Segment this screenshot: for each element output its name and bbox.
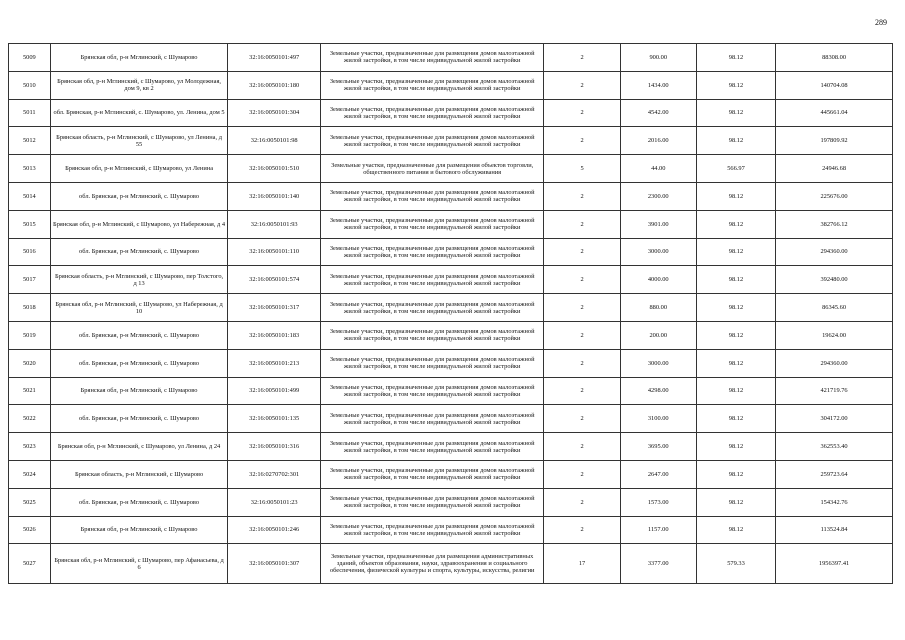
land-use-cell: Земельные участки, предназначенные для размещения домов малоэтажной жилой застройки, в том числе индивидуальной жилой застройки — [320, 433, 544, 461]
cadastral-value-cell: 445661.04 — [776, 99, 893, 127]
use-class-cell: 2 — [544, 182, 620, 210]
row-number-cell: 5013 — [9, 155, 51, 183]
area-cell: 3901.00 — [620, 210, 696, 238]
row-number-cell: 5027 — [9, 544, 51, 584]
area-cell: 4000.00 — [620, 266, 696, 294]
area-cell: 4298.00 — [620, 377, 696, 405]
area-cell: 3000.00 — [620, 349, 696, 377]
specific-value-cell: 98.12 — [696, 71, 775, 99]
row-number-cell: 5017 — [9, 266, 51, 294]
address-cell: обл. Брянская, р-н Мглинский, с. Шумарово — [50, 238, 228, 266]
row-number-cell: 5022 — [9, 405, 51, 433]
cadastral-number-cell: 32:16:0050101:316 — [228, 433, 320, 461]
row-number-cell: 5018 — [9, 294, 51, 322]
use-class-cell: 2 — [544, 321, 620, 349]
specific-value-cell: 98.12 — [696, 44, 775, 72]
use-class-cell: 2 — [544, 488, 620, 516]
address-cell: Брянская обл, р-н Мглинский, с Шумарово, ул Набережная, д 4 — [50, 210, 228, 238]
cadastral-number-cell: 32:16:0050101:497 — [228, 44, 320, 72]
specific-value-cell: 98.12 — [696, 294, 775, 322]
cadastral-number-cell: 32:16:0050101:213 — [228, 349, 320, 377]
use-class-cell: 2 — [544, 99, 620, 127]
cadastral-number-cell: 32:16:0050101:98 — [228, 127, 320, 155]
cadastral-value-cell: 392480.00 — [776, 266, 893, 294]
area-cell: 880.00 — [620, 294, 696, 322]
cadastral-value-cell: 1956397.41 — [776, 544, 893, 584]
table-row — [9, 544, 893, 584]
use-class-cell: 2 — [544, 71, 620, 99]
specific-value-cell: 98.12 — [696, 210, 775, 238]
land-use-cell: Земельные участки, предназначенные для размещения домов малоэтажной жилой застройки, в том числе индивидуальной жилой застройки — [320, 460, 544, 488]
row-number-cell: 5020 — [9, 349, 51, 377]
land-use-cell: Земельные участки, предназначенные для размещения домов малоэтажной жилой застройки, в том числе индивидуальной жилой застройки — [320, 182, 544, 210]
table-row — [9, 405, 893, 433]
table-row — [9, 516, 893, 544]
cadastral-value-cell: 225676.00 — [776, 182, 893, 210]
cadastral-value-cell: 259723.64 — [776, 460, 893, 488]
row-number-cell: 5019 — [9, 321, 51, 349]
area-cell: 1434.00 — [620, 71, 696, 99]
cadastral-value-cell: 19624.00 — [776, 321, 893, 349]
cadastral-number-cell: 32:16:0050101:499 — [228, 377, 320, 405]
cadastral-number-cell: 32:16:0050101:304 — [228, 99, 320, 127]
cadastral-number-cell: 32:16:0050101:246 — [228, 516, 320, 544]
area-cell: 3695.00 — [620, 433, 696, 461]
use-class-cell: 2 — [544, 294, 620, 322]
table-row — [9, 99, 893, 127]
specific-value-cell: 98.12 — [696, 405, 775, 433]
address-cell: Брянская обл, р-н Мглинский, с Шумарово, ул Ленина — [50, 155, 228, 183]
area-cell: 1573.00 — [620, 488, 696, 516]
land-use-cell: Земельные участки, предназначенные для размещения домов малоэтажной жилой застройки, в том числе индивидуальной жилой застройки — [320, 210, 544, 238]
table-row — [9, 155, 893, 183]
cadastral-number-cell: 32:16:0050101:180 — [228, 71, 320, 99]
row-number-cell: 5023 — [9, 433, 51, 461]
row-number-cell: 5016 — [9, 238, 51, 266]
table-row — [9, 71, 893, 99]
land-use-cell: Земельные участки, предназначенные для размещения домов малоэтажной жилой застройки, в том числе индивидуальной жилой застройки — [320, 377, 544, 405]
cadastral-number-cell: 32:16:0270702:301 — [228, 460, 320, 488]
table-row — [9, 182, 893, 210]
cadastral-value-cell: 24946.68 — [776, 155, 893, 183]
land-use-cell: Земельные участки, предназначенные для размещения домов малоэтажной жилой застройки, в том числе индивидуальной жилой застройки — [320, 127, 544, 155]
cadastral-value-cell: 382766.12 — [776, 210, 893, 238]
address-cell: Брянская область, р-н Мглинский, с Шумарово, ул Ленина, д 55 — [50, 127, 228, 155]
table-row — [9, 349, 893, 377]
address-cell: обл. Брянская, р-н Мглинский, с. Шумарово — [50, 349, 228, 377]
page-number: 289 — [875, 18, 887, 27]
land-use-cell: Земельные участки, предназначенные для размещения домов малоэтажной жилой застройки, в том числе индивидуальной жилой застройки — [320, 349, 544, 377]
specific-value-cell: 98.12 — [696, 349, 775, 377]
cadastral-value-cell: 86345.60 — [776, 294, 893, 322]
land-use-cell: Земельные участки, предназначенные для размещения домов малоэтажной жилой застройки, в том числе индивидуальной жилой застройки — [320, 405, 544, 433]
address-cell: Брянская обл, р-н Мглинский, с Шумарово — [50, 377, 228, 405]
land-use-cell: Земельные участки, предназначенные для размещения домов малоэтажной жилой застройки, в том числе индивидуальной жилой застройки — [320, 294, 544, 322]
land-use-cell: Земельные участки, предназначенные для размещения домов малоэтажной жилой застройки, в том числе индивидуальной жилой застройки — [320, 488, 544, 516]
cadastral-value-cell: 154342.76 — [776, 488, 893, 516]
table-body — [9, 44, 893, 584]
cadastral-value-cell: 294360.00 — [776, 238, 893, 266]
use-class-cell: 2 — [544, 460, 620, 488]
land-use-cell: Земельные участки, предназначенные для размещения административных зданий, объектов образования, науки, здравоохранения и социального обеспечения, физической культуры и спорта, культуры, искусства, религии — [320, 544, 544, 584]
cadastral-number-cell: 32:16:0050101:307 — [228, 544, 320, 584]
cadastral-value-table — [8, 43, 893, 584]
specific-value-cell: 98.12 — [696, 99, 775, 127]
land-use-cell: Земельные участки, предназначенные для размещения домов малоэтажной жилой застройки, в том числе индивидуальной жилой застройки — [320, 44, 544, 72]
use-class-cell: 5 — [544, 155, 620, 183]
address-cell: обл. Брянская, р-н Мглинский, с. Шумарово — [50, 488, 228, 516]
cadastral-number-cell: 32:16:0050101:317 — [228, 294, 320, 322]
area-cell: 1157.00 — [620, 516, 696, 544]
cadastral-value-cell: 140704.08 — [776, 71, 893, 99]
table-row — [9, 266, 893, 294]
cadastral-value-cell: 294360.00 — [776, 349, 893, 377]
land-use-cell: Земельные участки, предназначенные для размещения домов малоэтажной жилой застройки, в том числе индивидуальной жилой застройки — [320, 99, 544, 127]
address-cell: обл. Брянская, р-н Мглинский, с. Шумарово — [50, 321, 228, 349]
use-class-cell: 2 — [544, 433, 620, 461]
row-number-cell: 5026 — [9, 516, 51, 544]
table-row — [9, 44, 893, 72]
use-class-cell: 2 — [544, 516, 620, 544]
table-row — [9, 294, 893, 322]
specific-value-cell: 98.12 — [696, 321, 775, 349]
area-cell: 200.00 — [620, 321, 696, 349]
use-class-cell: 2 — [544, 210, 620, 238]
table-row — [9, 127, 893, 155]
address-cell: Брянская обл, р-н Мглинский, с Шумарово, ул Молодежная, дом 9, кв 2 — [50, 71, 228, 99]
address-cell: Брянская обл, р-н Мглинский, с Шумарово, ул Ленина, д 24 — [50, 433, 228, 461]
area-cell: 3377.00 — [620, 544, 696, 584]
specific-value-cell: 98.12 — [696, 488, 775, 516]
row-number-cell: 5021 — [9, 377, 51, 405]
row-number-cell: 5015 — [9, 210, 51, 238]
use-class-cell: 17 — [544, 544, 620, 584]
area-cell: 3100.00 — [620, 405, 696, 433]
specific-value-cell: 98.12 — [696, 182, 775, 210]
address-cell: обл. Брянская, р-н Мглинский, с. Шумарово — [50, 405, 228, 433]
row-number-cell: 5012 — [9, 127, 51, 155]
address-cell: обл. Брянская, р-н Мглинский, с. Шумарово — [50, 182, 228, 210]
land-use-cell: Земельные участки, предназначенные для размещения домов малоэтажной жилой застройки, в том числе индивидуальной жилой застройки — [320, 321, 544, 349]
address-cell: Брянская обл, р-н Мглинский, с Шумарово, ул Набережная, д 10 — [50, 294, 228, 322]
land-use-cell: Земельные участки, предназначенные для размещения домов малоэтажной жилой застройки, в том числе индивидуальной жилой застройки — [320, 238, 544, 266]
table-row — [9, 488, 893, 516]
specific-value-cell: 98.12 — [696, 238, 775, 266]
use-class-cell: 2 — [544, 405, 620, 433]
specific-value-cell: 98.12 — [696, 266, 775, 294]
cadastral-number-cell: 32:16:0050101:140 — [228, 182, 320, 210]
row-number-cell: 5011 — [9, 99, 51, 127]
address-cell: Брянская обл, р-н Мглинский, с Шумарово — [50, 44, 228, 72]
land-use-cell: Земельные участки, предназначенные для размещения объектов торговли, общественного питания и бытового обслуживания — [320, 155, 544, 183]
use-class-cell: 2 — [544, 127, 620, 155]
cadastral-value-cell: 304172.00 — [776, 405, 893, 433]
cadastral-number-cell: 32:16:0050101:23 — [228, 488, 320, 516]
specific-value-cell: 98.12 — [696, 433, 775, 461]
area-cell: 2016.00 — [620, 127, 696, 155]
row-number-cell: 5009 — [9, 44, 51, 72]
table-row — [9, 433, 893, 461]
row-number-cell: 5014 — [9, 182, 51, 210]
table-row — [9, 321, 893, 349]
area-cell: 2300.00 — [620, 182, 696, 210]
use-class-cell: 2 — [544, 238, 620, 266]
use-class-cell: 2 — [544, 44, 620, 72]
row-number-cell: 5025 — [9, 488, 51, 516]
row-number-cell: 5024 — [9, 460, 51, 488]
use-class-cell: 2 — [544, 349, 620, 377]
cadastral-value-cell: 113524.84 — [776, 516, 893, 544]
area-cell: 2647.00 — [620, 460, 696, 488]
specific-value-cell: 566.97 — [696, 155, 775, 183]
address-cell: Брянская обл, р-н Мглинский, с Шумарово — [50, 516, 228, 544]
cadastral-number-cell: 32:16:0050101:135 — [228, 405, 320, 433]
address-cell: Брянская область, р-н Мглинский, с Шумарово — [50, 460, 228, 488]
table-row — [9, 238, 893, 266]
area-cell: 3000.00 — [620, 238, 696, 266]
specific-value-cell: 98.12 — [696, 516, 775, 544]
cadastral-value-cell: 362553.40 — [776, 433, 893, 461]
use-class-cell: 2 — [544, 377, 620, 405]
area-cell: 4542.00 — [620, 99, 696, 127]
area-cell: 44.00 — [620, 155, 696, 183]
row-number-cell: 5010 — [9, 71, 51, 99]
specific-value-cell: 579.33 — [696, 544, 775, 584]
cadastral-number-cell: 32:16:0050101:183 — [228, 321, 320, 349]
table-row — [9, 377, 893, 405]
address-cell: Брянская обл, р-н Мглинский, с Шумарово, пер Афанасьева, д 6 — [50, 544, 228, 584]
address-cell: Брянская область, р-н Мглинский, с Шумарово, пер Толстого, д 13 — [50, 266, 228, 294]
address-cell: обл. Брянская, р-н Мглинский, с. Шумарово, ул. Ленина, дом 5 — [50, 99, 228, 127]
cadastral-value-cell: 421719.76 — [776, 377, 893, 405]
cadastral-number-cell: 32:16:0050101:510 — [228, 155, 320, 183]
cadastral-number-cell: 32:16:0050101:93 — [228, 210, 320, 238]
cadastral-number-cell: 32:16:0050101:574 — [228, 266, 320, 294]
land-use-cell: Земельные участки, предназначенные для размещения домов малоэтажной жилой застройки, в том числе индивидуальной жилой застройки — [320, 516, 544, 544]
area-cell: 900.00 — [620, 44, 696, 72]
cadastral-value-cell: 197809.92 — [776, 127, 893, 155]
cadastral-value-cell: 88308.00 — [776, 44, 893, 72]
use-class-cell: 2 — [544, 266, 620, 294]
land-use-cell: Земельные участки, предназначенные для размещения домов малоэтажной жилой застройки, в том числе индивидуальной жилой застройки — [320, 71, 544, 99]
specific-value-cell: 98.12 — [696, 377, 775, 405]
table-row — [9, 460, 893, 488]
cadastral-number-cell: 32:16:0050101:110 — [228, 238, 320, 266]
table-row — [9, 210, 893, 238]
specific-value-cell: 98.12 — [696, 460, 775, 488]
land-use-cell: Земельные участки, предназначенные для размещения домов малоэтажной жилой застройки, в том числе индивидуальной жилой застройки — [320, 266, 544, 294]
specific-value-cell: 98.12 — [696, 127, 775, 155]
